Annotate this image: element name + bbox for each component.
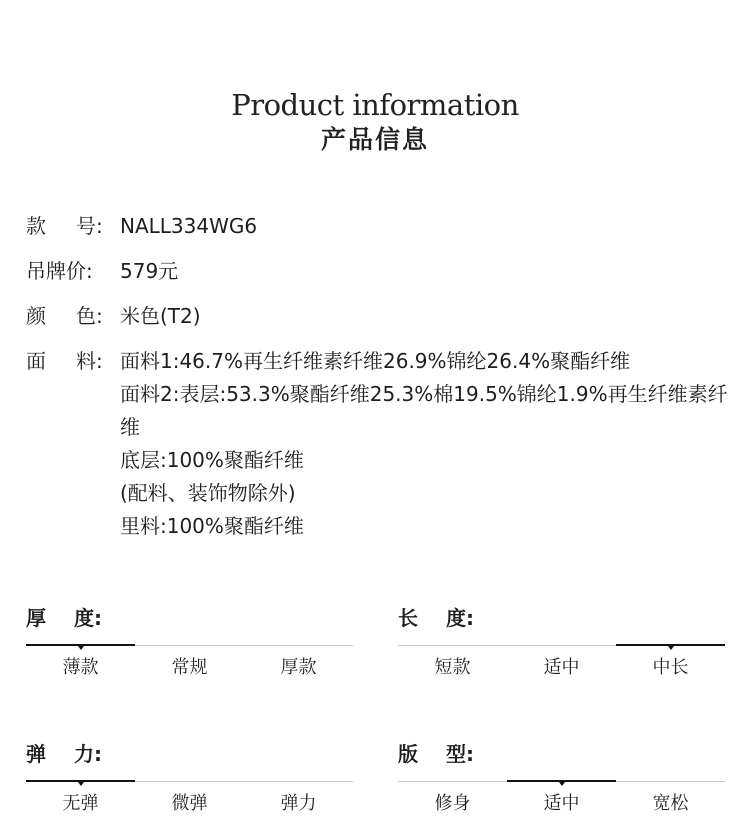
fabric-line: 面料1:46.7%再生纤维素纤维26.9%锦纶26.4%聚酯纤维 (120, 349, 631, 373)
fabric-line: (配料、装饰物除外) (120, 481, 296, 505)
spec-label-color (26, 300, 120, 333)
attribute-length (398, 603, 725, 680)
option: 适中 (543, 657, 580, 678)
label-part: 版 (398, 742, 418, 766)
spec-row-style-no (26, 210, 736, 243)
spec-value-tag-price: 579元 (120, 259, 179, 283)
spec-row-fabric (26, 345, 736, 543)
attribute-options (398, 792, 725, 816)
title-chinese: 产品信息 (320, 125, 429, 154)
label-part: 度: (446, 606, 474, 630)
label-part: 款 (26, 214, 46, 238)
attribute-thickness (26, 603, 353, 680)
option: 薄款 (62, 657, 99, 678)
attribute-title (398, 603, 725, 633)
option: 中长 (652, 657, 689, 678)
label-part: 面 (26, 349, 46, 373)
label-part: 弹 (26, 742, 46, 766)
option: 适中 (543, 793, 580, 814)
fabric-line: 面料2:表层:53.3%聚酯纤维25.3%棉19.5%锦纶1.9%再生纤维素纤维 (120, 382, 728, 439)
selected-indicator (26, 780, 135, 782)
selected-indicator (616, 644, 725, 646)
option: 宽松 (652, 793, 689, 814)
attribute-title (398, 739, 725, 769)
option: 修身 (434, 793, 471, 814)
attribute-title (26, 739, 353, 769)
label-part: 度: (74, 606, 102, 630)
label-part: 色: (76, 304, 103, 328)
fabric-line: 底层:100%聚酯纤维 (120, 448, 304, 472)
spec-value-style-no: NALL334WG6 (120, 214, 258, 238)
attribute-scale-bar (398, 781, 725, 782)
spec-value-fabric (120, 345, 736, 543)
spec-label-fabric (26, 345, 120, 543)
option: 无弹 (62, 793, 99, 814)
fabric-line: 里料:100%聚酯纤维 (120, 514, 304, 538)
option: 弹力 (280, 793, 317, 814)
attribute-scale-bar (26, 645, 353, 646)
option: 微弹 (171, 793, 208, 814)
attribute-scale-bar (26, 781, 353, 782)
selected-indicator (507, 780, 616, 782)
attribute-fit (398, 739, 725, 816)
attribute-title (26, 603, 353, 633)
attribute-scale-bar (398, 645, 725, 646)
label-part: 料: (76, 349, 103, 373)
spec-list (26, 210, 736, 543)
spec-label-style-no (26, 210, 120, 243)
spec-row-color (26, 300, 736, 333)
spec-row-tag-price (26, 255, 736, 288)
spec-value-color: 米色(T2) (120, 304, 201, 328)
attribute-elasticity (26, 739, 353, 816)
label-part: 力: (74, 742, 102, 766)
selected-indicator (26, 644, 135, 646)
label-part: 长 (398, 606, 418, 630)
option: 厚款 (280, 657, 317, 678)
label-part: 型: (446, 742, 474, 766)
option: 短款 (434, 657, 471, 678)
label-part: 厚 (26, 606, 46, 630)
label-part: 颜 (26, 304, 46, 328)
option: 常规 (171, 657, 208, 678)
label-part: 号: (76, 214, 103, 238)
attribute-options (26, 792, 353, 816)
title-english: Product information (231, 88, 519, 122)
attribute-options (398, 656, 725, 680)
attribute-options (26, 656, 353, 680)
spec-label-tag-price: 吊牌价: (26, 259, 93, 283)
